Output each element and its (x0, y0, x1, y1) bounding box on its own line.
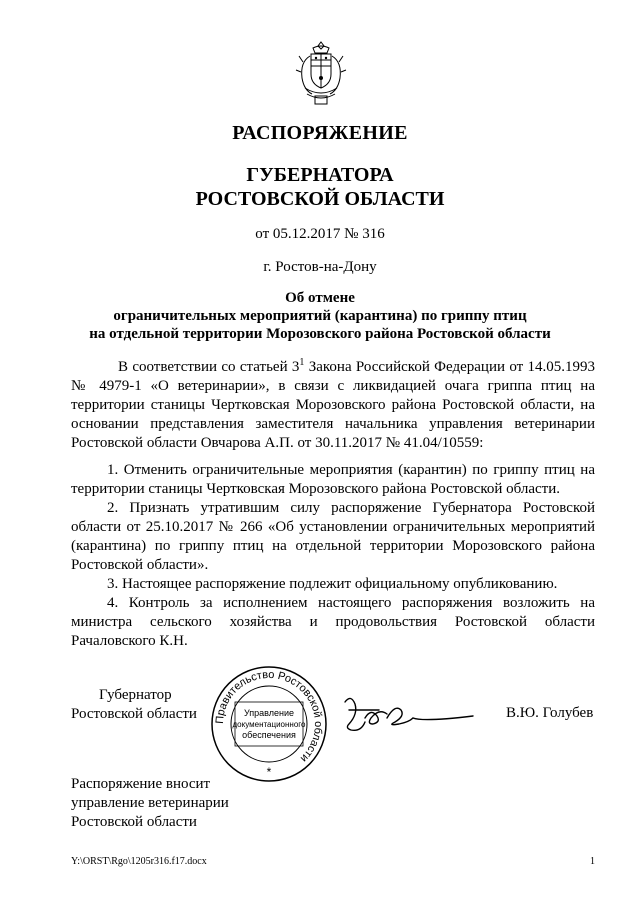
issuer-line-2: РОСТОВСКОЙ ОБЛАСТИ (195, 188, 445, 210)
article-superscript: 1 (299, 357, 305, 368)
position-line-2: Ростовской области (71, 706, 197, 722)
city-line: г. Ростов-на-Дону (263, 259, 377, 275)
initiator-line-2: управление ветеринарии (71, 795, 229, 811)
initiator-note (71, 775, 229, 832)
preamble-rest: Закона Российской Федерации от 14.05.1993 № 4979-1 «О ветеринарии», в связи с ликвидацией очага гриппа птиц на территории станицы Чертковская Морозовского района Ростовской области, на основании представления заместителя начальника управления ветеринарии Ростовской области Овчарова А.П. от 30.11.2017 № 41.04/10559: (71, 359, 595, 451)
initiator-line-3: Ростовской области (71, 814, 197, 830)
initiator-line-1: Распоряжение вносит (71, 776, 211, 792)
subject-line-2: ограничительных мероприятий (карантина) по гриппу птиц (113, 308, 527, 324)
document-type-heading: РАСПОРЯЖЕНИЕ (232, 122, 408, 144)
item-4: 4. Контроль за исполнением настоящего распоряжения возложить на министра сельского хозяйства и продовольствия Ростовской области Рачаловского К.Н. (71, 595, 595, 649)
resolution-items (71, 461, 595, 651)
file-path: Y:\ORST\Rgo\1205r316.f17.docx (71, 856, 207, 867)
coat-of-arms-emblem (293, 38, 349, 108)
issuer-heading (0, 163, 640, 211)
stamp-inner-line-3: обеспечения (242, 730, 296, 740)
preamble-paragraph (71, 358, 595, 453)
stamp-ring-text: Правительство Ростовской области (213, 668, 325, 765)
issuer-line-1: ГУБЕРНАТОРА (246, 164, 394, 186)
item-3: 3. Настоящее распоряжение подлежит официальному опубликованию. (107, 576, 558, 592)
signatory-name: В.Ю. Голубев (506, 705, 594, 721)
handwritten-signature (335, 688, 475, 738)
document-subject (0, 289, 640, 343)
subject-line-3: на отдельной территории Морозовского района Ростовской области (89, 326, 551, 342)
subject-line-1: Об отмене (285, 290, 355, 306)
position-line-1: Губернатор (99, 687, 172, 703)
official-stamp (209, 664, 329, 784)
preamble-start: В соответствии со статьей 3 (118, 359, 300, 375)
stamp-inner-line-2: документационного (232, 720, 306, 729)
stamp-star: * (266, 765, 272, 779)
signatory-position (71, 686, 211, 724)
date-number: от 05.12.2017 № 316 (255, 226, 385, 242)
item-2: 2. Признать утратившим силу распоряжение Губернатора Ростовской области от 25.10.2017 № 266 «Об установлении ограничительных мероприятий (карантина) по гриппу птиц на отдельной территории Морозовского района Ростовской области». (71, 500, 595, 573)
stamp-inner-line-1: Управление (243, 708, 295, 718)
page-number: 1 (590, 856, 595, 867)
item-1: 1. Отменить ограничительные мероприятия (карантин) по гриппу птиц на территории станицы Чертковская Морозовского района Ростовской области. (71, 462, 595, 497)
